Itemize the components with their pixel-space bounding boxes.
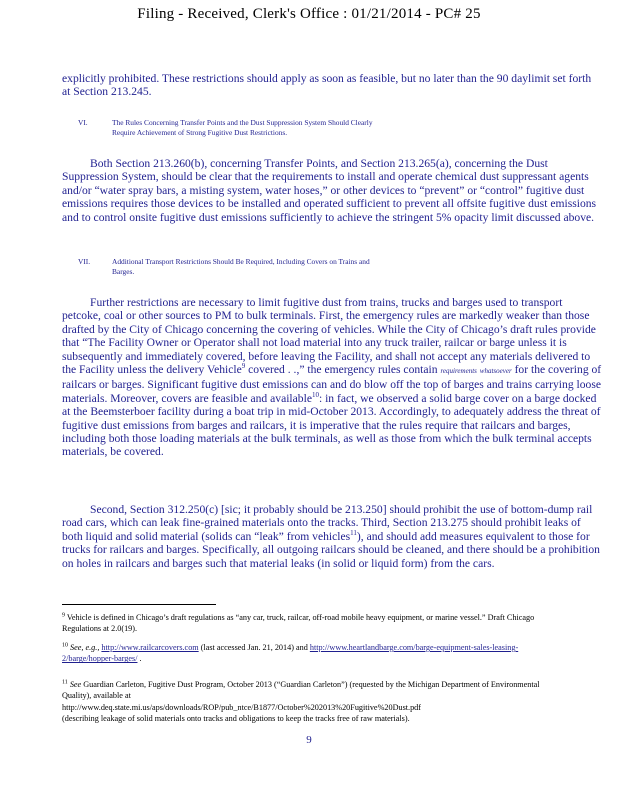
filing-header: Filing - Received, Clerk's Office : 01/21/2014 - PC# 25 — [137, 6, 481, 22]
footnote-text: Guardian Carleton, Fugitive Dust Program, October 2013 (“Guardian Carleton”) (requested by the Michigan Department of Environmental Quality), available at — [62, 680, 540, 701]
footnote-signal: See — [67, 680, 82, 689]
paragraph-transfer-points: Both Section 213.260(b), concerning Transfer Points, and Section 213.265(a), concerning the Dust Suppression System, should be clear that the requirements to install and operate chemical dust suppressant agents and/or “water spray bars, a misting system, water hoses,” or other devices to “prevent” or “control” fugitive dust emissions requires those devices to be installed and operated sufficient to prevent all offsite fugitive dust emissions and to control onsite fugitive dust emissions sufficiently to achieve the stringent 5% opacity limit discussed above. — [62, 157, 597, 224]
page-number: 9 — [306, 734, 312, 746]
footnote-text: (describing leakage of solid materials onto tracks and obligations to keep the tracks free of raw materials). — [62, 714, 410, 724]
footnote-ref[interactable]: 9 — [241, 362, 246, 371]
text-run: : in fact, we observed a solid barge cover on a barge docked at the Beemsterboer facility during a boat trip in mid-October 2013. Accordingly, to adequately address the threat of fugitive dust emissions from barges and railcars, it is imperative that the rules require that railcars and barges, including both those loading materials at the bulk terminals, as well as those from which the bulk terminal accepts materials, be covered. — [62, 391, 601, 459]
section-title: The Rules Concerning Transfer Points and the Dust Suppression System Should Clearly Require Achievement of Strong Fugitive Dust Restrictions. — [112, 118, 373, 137]
paragraph-continued: explicitly prohibited. These restrictions should apply as soon as feasible, but no later than the 90 daylimit set forth at Section 213.245. — [62, 72, 592, 99]
footnote-text: Vehicle is defined in Chicago’s draft regulations as “any car, truck, railcar, off-road mobile heavy equipment, or marine vessel.” Draft Chicago Regulations at 2.0(19). — [62, 613, 535, 634]
footnote-9 — [62, 612, 562, 635]
footnote-ref[interactable]: 11 — [350, 528, 357, 537]
small-text: requirements — [440, 367, 477, 376]
footnote-10 — [62, 642, 562, 665]
paragraph-railcar-leaks — [62, 503, 602, 570]
section-title: Additional Transport Restrictions Should Be Required, Including Covers on Trains and Barges. — [112, 257, 370, 276]
text-run: ), and should add measures equivalent to those for trucks for railcars and barges. Specifically, all outgoing railcars should be cleaned, and there should be a prohibition on holes in railcars and barges such that material leaks (in solid or liquid form) from the cars. — [62, 529, 600, 570]
footnote-text: . — [137, 654, 142, 664]
section-number: VII. — [78, 257, 91, 266]
text-run: Second, Section 312.250(c) [sic; it probably should be 213.250] should prohibit the use of bottom-dump rail road cars, which can leak fine-grained materials onto the tracks. Third, Section 213.275 should prohibit leaks of both liquid and solid material (solids can “leak” from vehicles — [62, 503, 593, 543]
footnote-divider — [62, 604, 216, 605]
text-run: Further restrictions are necessary to limit fugitive dust from trains, trucks and barges used to transport petcoke, coal or other sources to PM to bulk terminals. First, the emergency rules are markedly weaker than those drafted by the City of Chicago concerning the covering of vehicles. While the City of Chicago’s draft rules provide that “The Facility Owner or Operator shall not load material into any truck trailer, railcar or barge unless it is subsequently and immediately covered, before leaving the Facility, and shall not accept any materials delivered to the Facility unless the delivery Vehicle — [62, 296, 596, 377]
footnote-text: (last accessed Jan. 21, 2014) and — [198, 643, 310, 652]
footnote-number: 11 — [62, 679, 68, 686]
footnote-link[interactable]: http://www.heartlandbarge.com/barge-equipment-sales-leasing-2/barge/hopper-barges/ — [62, 643, 519, 664]
footnote-number: 9 — [62, 612, 65, 619]
footnote-link[interactable]: http://www.railcarcovers.com — [101, 643, 199, 652]
small-text: whatsoever — [479, 367, 512, 376]
footnote-signal: See, e.g., — [68, 643, 102, 652]
footnote-url[interactable]: http://www.deq.state.mi.us/aps/downloads/ROP/pub_ntce/B1877/October%202013%20Fugitive%20Dust.pdf — [62, 702, 422, 712]
footnote-11 — [62, 679, 562, 725]
text-run: for the covering of railcars or barges. Significant fugitive dust emissions can and do blow off the top of barges and trains carrying loose materials. Moreover, covers are feasible and available — [62, 363, 602, 405]
footnote-number: 10 — [62, 642, 68, 649]
footnote-ref[interactable]: 10 — [311, 390, 319, 399]
paragraph-transport-restrictions — [62, 296, 602, 459]
text-run: covered . .,” the emergency rules contain — [245, 363, 441, 377]
section-number: VI. — [78, 118, 88, 127]
